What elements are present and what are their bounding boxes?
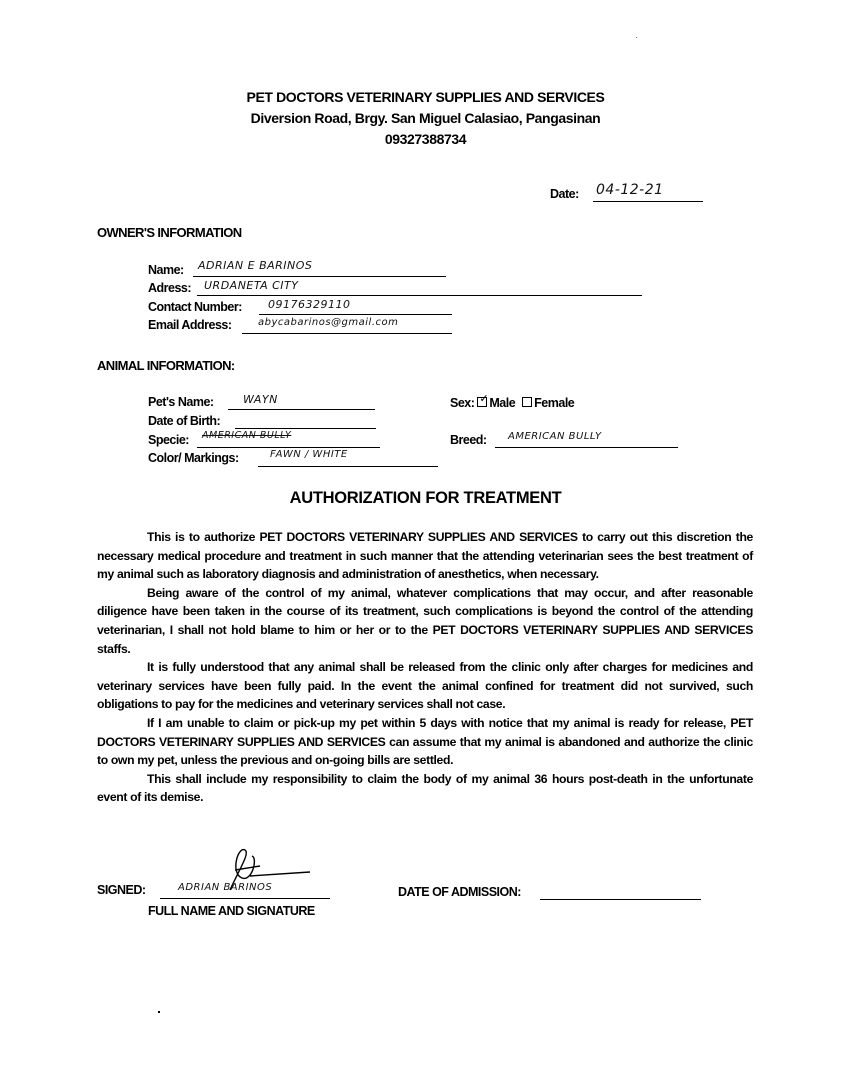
authorization-paragraph: It is fully understood that any animal shall be released from the clinic only after charges for medicines and veterinary services have been fully paid. In the event the animal confined for treatment did not survived, such obligations to pay for the medicines and veterinary services shall not case. <box>97 660 753 712</box>
specie-value[interactable]: AMERICAN BULLY <box>202 430 292 441</box>
animal-section-heading: ANIMAL INFORMATION: <box>97 358 235 373</box>
owner-email-value[interactable]: abycabarinos@gmail.com <box>258 317 399 328</box>
specie-line <box>197 447 380 448</box>
pet-name-value[interactable]: WAYN <box>243 393 278 406</box>
color-value[interactable]: FAWN / WHITE <box>270 449 348 460</box>
owner-section-heading: OWNER'S INFORMATION <box>97 225 242 240</box>
breed-label: Breed: <box>450 433 487 447</box>
authorization-paragraph: If I am unable to claim or pick-up my pet within 5 days with notice that my animal is ready for release, PET DOCTORS VETERINARY SUPPLIES AND SERVICES can assume that my animal is abandoned and authorize the clinic to own my pet, unless the previous and on-going bills are settled. <box>97 715 753 768</box>
authorization-paragraph: This is to authorize PET DOCTORS VETERINARY SUPPLIES AND SERVICES to carry out this discretion the necessary medical procedure and treatment in such manner that the attending veterinarian sees the best treatment of my animal such as laboratory diagnosis and administration of anesthetics, when necessary. <box>97 530 753 582</box>
signature-caption: FULL NAME AND SIGNATURE <box>148 904 315 918</box>
authorization-paragraph: This shall include my responsibility to claim the body of my animal 36 hours post-death in the unfortunate event of its demise. <box>97 771 753 805</box>
owner-name-value[interactable]: ADRIAN E BARINOS <box>198 259 313 272</box>
check-mark-icon: ✓ <box>479 393 489 405</box>
owner-address-value[interactable]: URDANETA CITY <box>204 279 299 292</box>
sex-male-label: Male <box>489 396 516 410</box>
color-line <box>258 466 438 467</box>
owner-email-label: Email Address: <box>148 318 232 332</box>
owner-address-label: Adress: <box>148 281 192 295</box>
signed-label: SIGNED: <box>97 883 146 897</box>
date-line <box>593 201 703 202</box>
breed-value[interactable]: AMERICAN BULLY <box>508 431 602 442</box>
company-phone: 09327388734 <box>384 131 467 147</box>
owner-contact-value[interactable]: 09176329110 <box>268 298 351 311</box>
sex-female-label: Female <box>534 396 575 410</box>
owner-name-line <box>193 276 446 277</box>
breed-line <box>495 447 678 448</box>
authorization-paragraph: Being aware of the control of my animal, whatever complications that may occur, and after reasonable diligence have been taken in the course of its treatment, such complications is beyond the control of the attending veterinarian, I shall not hold blame to him or her or to the PET DOCTORS VETERINARY SUPPLIES AND SERVICES staffs. <box>97 585 753 656</box>
date-value[interactable]: 04-12-21 <box>596 182 664 198</box>
owner-contact-line <box>259 314 452 315</box>
admission-line <box>540 899 701 900</box>
dob-line <box>235 428 376 429</box>
admission-label: DATE OF ADMISSION: <box>398 885 521 899</box>
pet-name-line <box>228 409 375 410</box>
dob-label: Date of Birth: <box>148 414 221 428</box>
color-label: Color/ Markings: <box>148 451 239 465</box>
sex-row <box>450 393 575 410</box>
pet-name-label: Pet's Name: <box>148 395 214 409</box>
specie-label: Specie: <box>148 433 189 447</box>
signature-line <box>160 898 330 899</box>
scan-speck <box>158 1011 160 1013</box>
owner-email-line <box>242 333 452 334</box>
company-address: Diversion Road, Brgy. San Miguel Calasiao, Pangasinan <box>250 110 601 126</box>
owner-name-label: Name: <box>148 263 184 277</box>
scan-speck <box>636 37 637 38</box>
owner-address-line <box>197 295 642 296</box>
company-name: PET DOCTORS VETERINARY SUPPLIES AND SERVICES <box>246 89 605 105</box>
sex-male-checkbox[interactable] <box>477 393 489 407</box>
owner-contact-label: Contact Number: <box>148 300 242 314</box>
authorization-title: AUTHORIZATION FOR TREATMENT <box>289 489 562 507</box>
sex-label: Sex: <box>450 396 475 410</box>
signed-name[interactable]: ADRIAN BARINOS <box>178 882 273 893</box>
date-label: Date: <box>550 187 579 201</box>
sex-female-checkbox[interactable] <box>522 397 532 407</box>
authorization-text <box>97 528 753 807</box>
